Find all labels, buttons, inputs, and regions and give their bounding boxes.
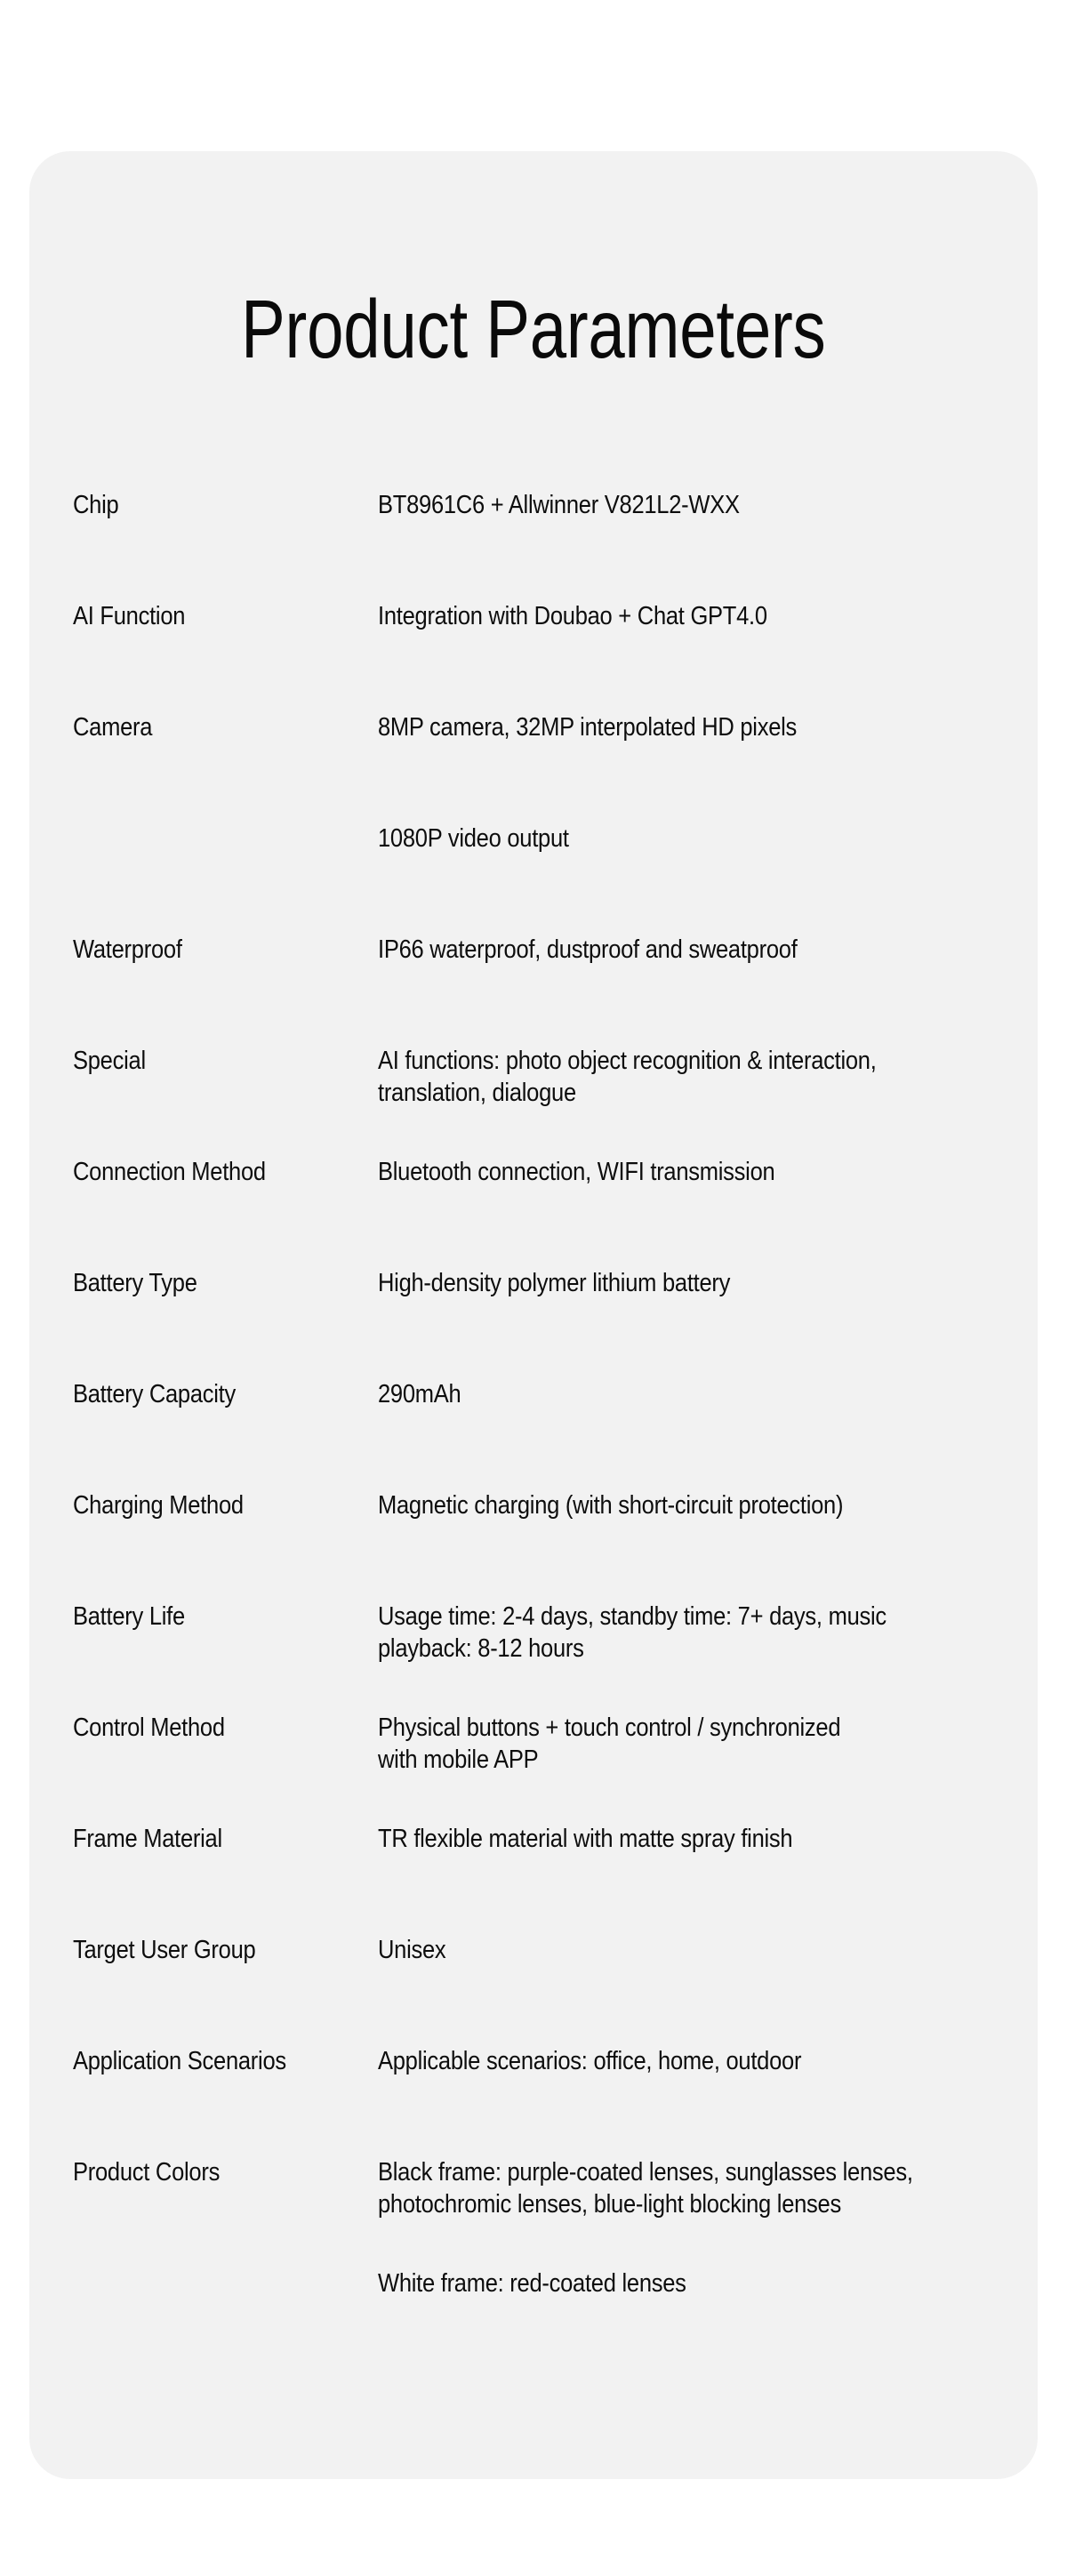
row-value-text: TR flexible material with matte spray finish bbox=[378, 1825, 793, 1854]
row-value-text: photochromic lenses, blue-light blocking lenses bbox=[378, 2190, 841, 2219]
row-value-text: 290mAh bbox=[378, 1380, 461, 1409]
row-value bbox=[378, 1267, 1000, 1299]
row-value-line bbox=[378, 711, 1000, 743]
row-label-text: Chip bbox=[73, 491, 119, 520]
row-label bbox=[73, 1378, 378, 1410]
row-value-line bbox=[378, 489, 1000, 521]
row-value-text: playback: 8-12 hours bbox=[378, 1634, 584, 1664]
row-value-line bbox=[378, 2188, 1000, 2220]
row-value-text: BT8961C6 + Allwinner V821L2-WXX bbox=[378, 491, 740, 520]
row-value-line bbox=[378, 823, 1000, 855]
table-row bbox=[73, 934, 1038, 1045]
table-row bbox=[73, 1934, 1038, 2045]
row-value-line bbox=[378, 1633, 1000, 1665]
row-value-text: AI functions: photo object recognition & interaction, bbox=[378, 1047, 877, 1076]
row-label-text: Application Scenarios bbox=[73, 2047, 286, 2076]
row-label-text: Camera bbox=[73, 713, 153, 742]
row-label bbox=[73, 1934, 378, 1966]
row-label-text: Battery Type bbox=[73, 1269, 197, 1298]
row-value-text: High-density polymer lithium battery bbox=[378, 1269, 731, 1298]
row-value bbox=[378, 1712, 1000, 1776]
row-label bbox=[73, 489, 378, 521]
row-label-text: Product Colors bbox=[73, 2158, 221, 2187]
page-title-text: Product Parameters bbox=[241, 283, 826, 375]
row-value bbox=[378, 2156, 1000, 2220]
row-value bbox=[378, 1489, 1000, 1521]
row-label bbox=[73, 1601, 378, 1633]
row-label bbox=[73, 2156, 378, 2188]
page-title bbox=[29, 285, 1038, 373]
table-row bbox=[73, 823, 1038, 934]
row-label bbox=[73, 934, 378, 966]
row-value-text: IP66 waterproof, dustproof and sweatproof bbox=[378, 935, 798, 965]
row-label bbox=[73, 1489, 378, 1521]
row-value bbox=[378, 1045, 1000, 1109]
row-label-text: Connection Method bbox=[73, 1158, 266, 1187]
row-label bbox=[73, 2267, 378, 2299]
row-value bbox=[378, 489, 1000, 521]
row-value-line bbox=[378, 2045, 1000, 2077]
product-parameters-card bbox=[29, 151, 1038, 2479]
row-value bbox=[378, 1823, 1000, 1855]
row-label-text: AI Function bbox=[73, 602, 186, 631]
row-value-text: with mobile APP bbox=[378, 1745, 539, 1775]
row-value-line bbox=[378, 1744, 1000, 1776]
row-value bbox=[378, 711, 1000, 743]
row-label-text: Charging Method bbox=[73, 1491, 244, 1521]
row-value bbox=[378, 1601, 1000, 1665]
row-value bbox=[378, 823, 1000, 855]
table-row bbox=[73, 2045, 1038, 2156]
parameters-table bbox=[29, 489, 1038, 2379]
row-value-text: 8MP camera, 32MP interpolated HD pixels bbox=[378, 713, 798, 742]
row-label-text: Target User Group bbox=[73, 1936, 256, 1965]
row-value-text: Physical buttons + touch control / synchronized bbox=[378, 1713, 841, 1743]
row-value bbox=[378, 1378, 1000, 1410]
row-value-line bbox=[378, 1267, 1000, 1299]
table-row bbox=[73, 489, 1038, 600]
table-row bbox=[73, 2156, 1038, 2267]
row-value-line bbox=[378, 2156, 1000, 2188]
table-row bbox=[73, 1601, 1038, 1712]
row-value-text: Usage time: 2-4 days, standby time: 7+ days, music bbox=[378, 1602, 886, 1632]
row-value-text: Unisex bbox=[378, 1936, 446, 1965]
row-label-text: Battery Capacity bbox=[73, 1380, 237, 1409]
row-value-line bbox=[378, 1823, 1000, 1855]
row-value-text: Bluetooth connection, WIFI transmission bbox=[378, 1158, 775, 1187]
row-value-text: White frame: red-coated lenses bbox=[378, 2269, 686, 2299]
row-value-line bbox=[378, 1378, 1000, 1410]
row-value bbox=[378, 600, 1000, 632]
row-label bbox=[73, 823, 378, 855]
row-label bbox=[73, 600, 378, 632]
row-label bbox=[73, 1156, 378, 1188]
row-label bbox=[73, 1045, 378, 1077]
row-value-line bbox=[378, 1601, 1000, 1633]
row-label bbox=[73, 711, 378, 743]
row-value-text: translation, dialogue bbox=[378, 1079, 576, 1108]
row-value-line bbox=[378, 1045, 1000, 1077]
row-value-line bbox=[378, 2267, 1000, 2299]
table-row bbox=[73, 1378, 1038, 1489]
row-label-text: Control Method bbox=[73, 1713, 225, 1743]
row-label-text: Frame Material bbox=[73, 1825, 222, 1854]
row-label-text: Waterproof bbox=[73, 935, 182, 965]
row-label bbox=[73, 2045, 378, 2077]
row-value-text: 1080P video output bbox=[378, 824, 569, 854]
row-label bbox=[73, 1712, 378, 1744]
table-row bbox=[73, 711, 1038, 823]
row-label bbox=[73, 1267, 378, 1299]
table-row bbox=[73, 1489, 1038, 1601]
row-value-text: Magnetic charging (with short-circuit protection) bbox=[378, 1491, 844, 1521]
table-row bbox=[73, 600, 1038, 711]
row-value-line bbox=[378, 1156, 1000, 1188]
table-row bbox=[73, 1712, 1038, 1823]
table-row bbox=[73, 1823, 1038, 1934]
row-value bbox=[378, 2045, 1000, 2077]
row-label-text: Special bbox=[73, 1047, 146, 1076]
row-value-line bbox=[378, 600, 1000, 632]
row-value-text: Integration with Doubao + Chat GPT4.0 bbox=[378, 602, 767, 631]
row-value bbox=[378, 1156, 1000, 1188]
row-value-text: Applicable scenarios: office, home, outdoor bbox=[378, 2047, 802, 2076]
row-value bbox=[378, 934, 1000, 966]
row-value-line bbox=[378, 934, 1000, 966]
row-value-line bbox=[378, 1712, 1000, 1744]
table-row bbox=[73, 2267, 1038, 2379]
row-value-line bbox=[378, 1077, 1000, 1109]
row-label bbox=[73, 1823, 378, 1855]
row-value-line bbox=[378, 1489, 1000, 1521]
row-value bbox=[378, 1934, 1000, 1966]
table-row bbox=[73, 1267, 1038, 1378]
row-value bbox=[378, 2267, 1000, 2299]
table-row bbox=[73, 1156, 1038, 1267]
row-label-text: Battery Life bbox=[73, 1602, 185, 1632]
row-value-text: Black frame: purple-coated lenses, sunglasses lenses, bbox=[378, 2158, 913, 2187]
table-row bbox=[73, 1045, 1038, 1156]
row-value-line bbox=[378, 1934, 1000, 1966]
